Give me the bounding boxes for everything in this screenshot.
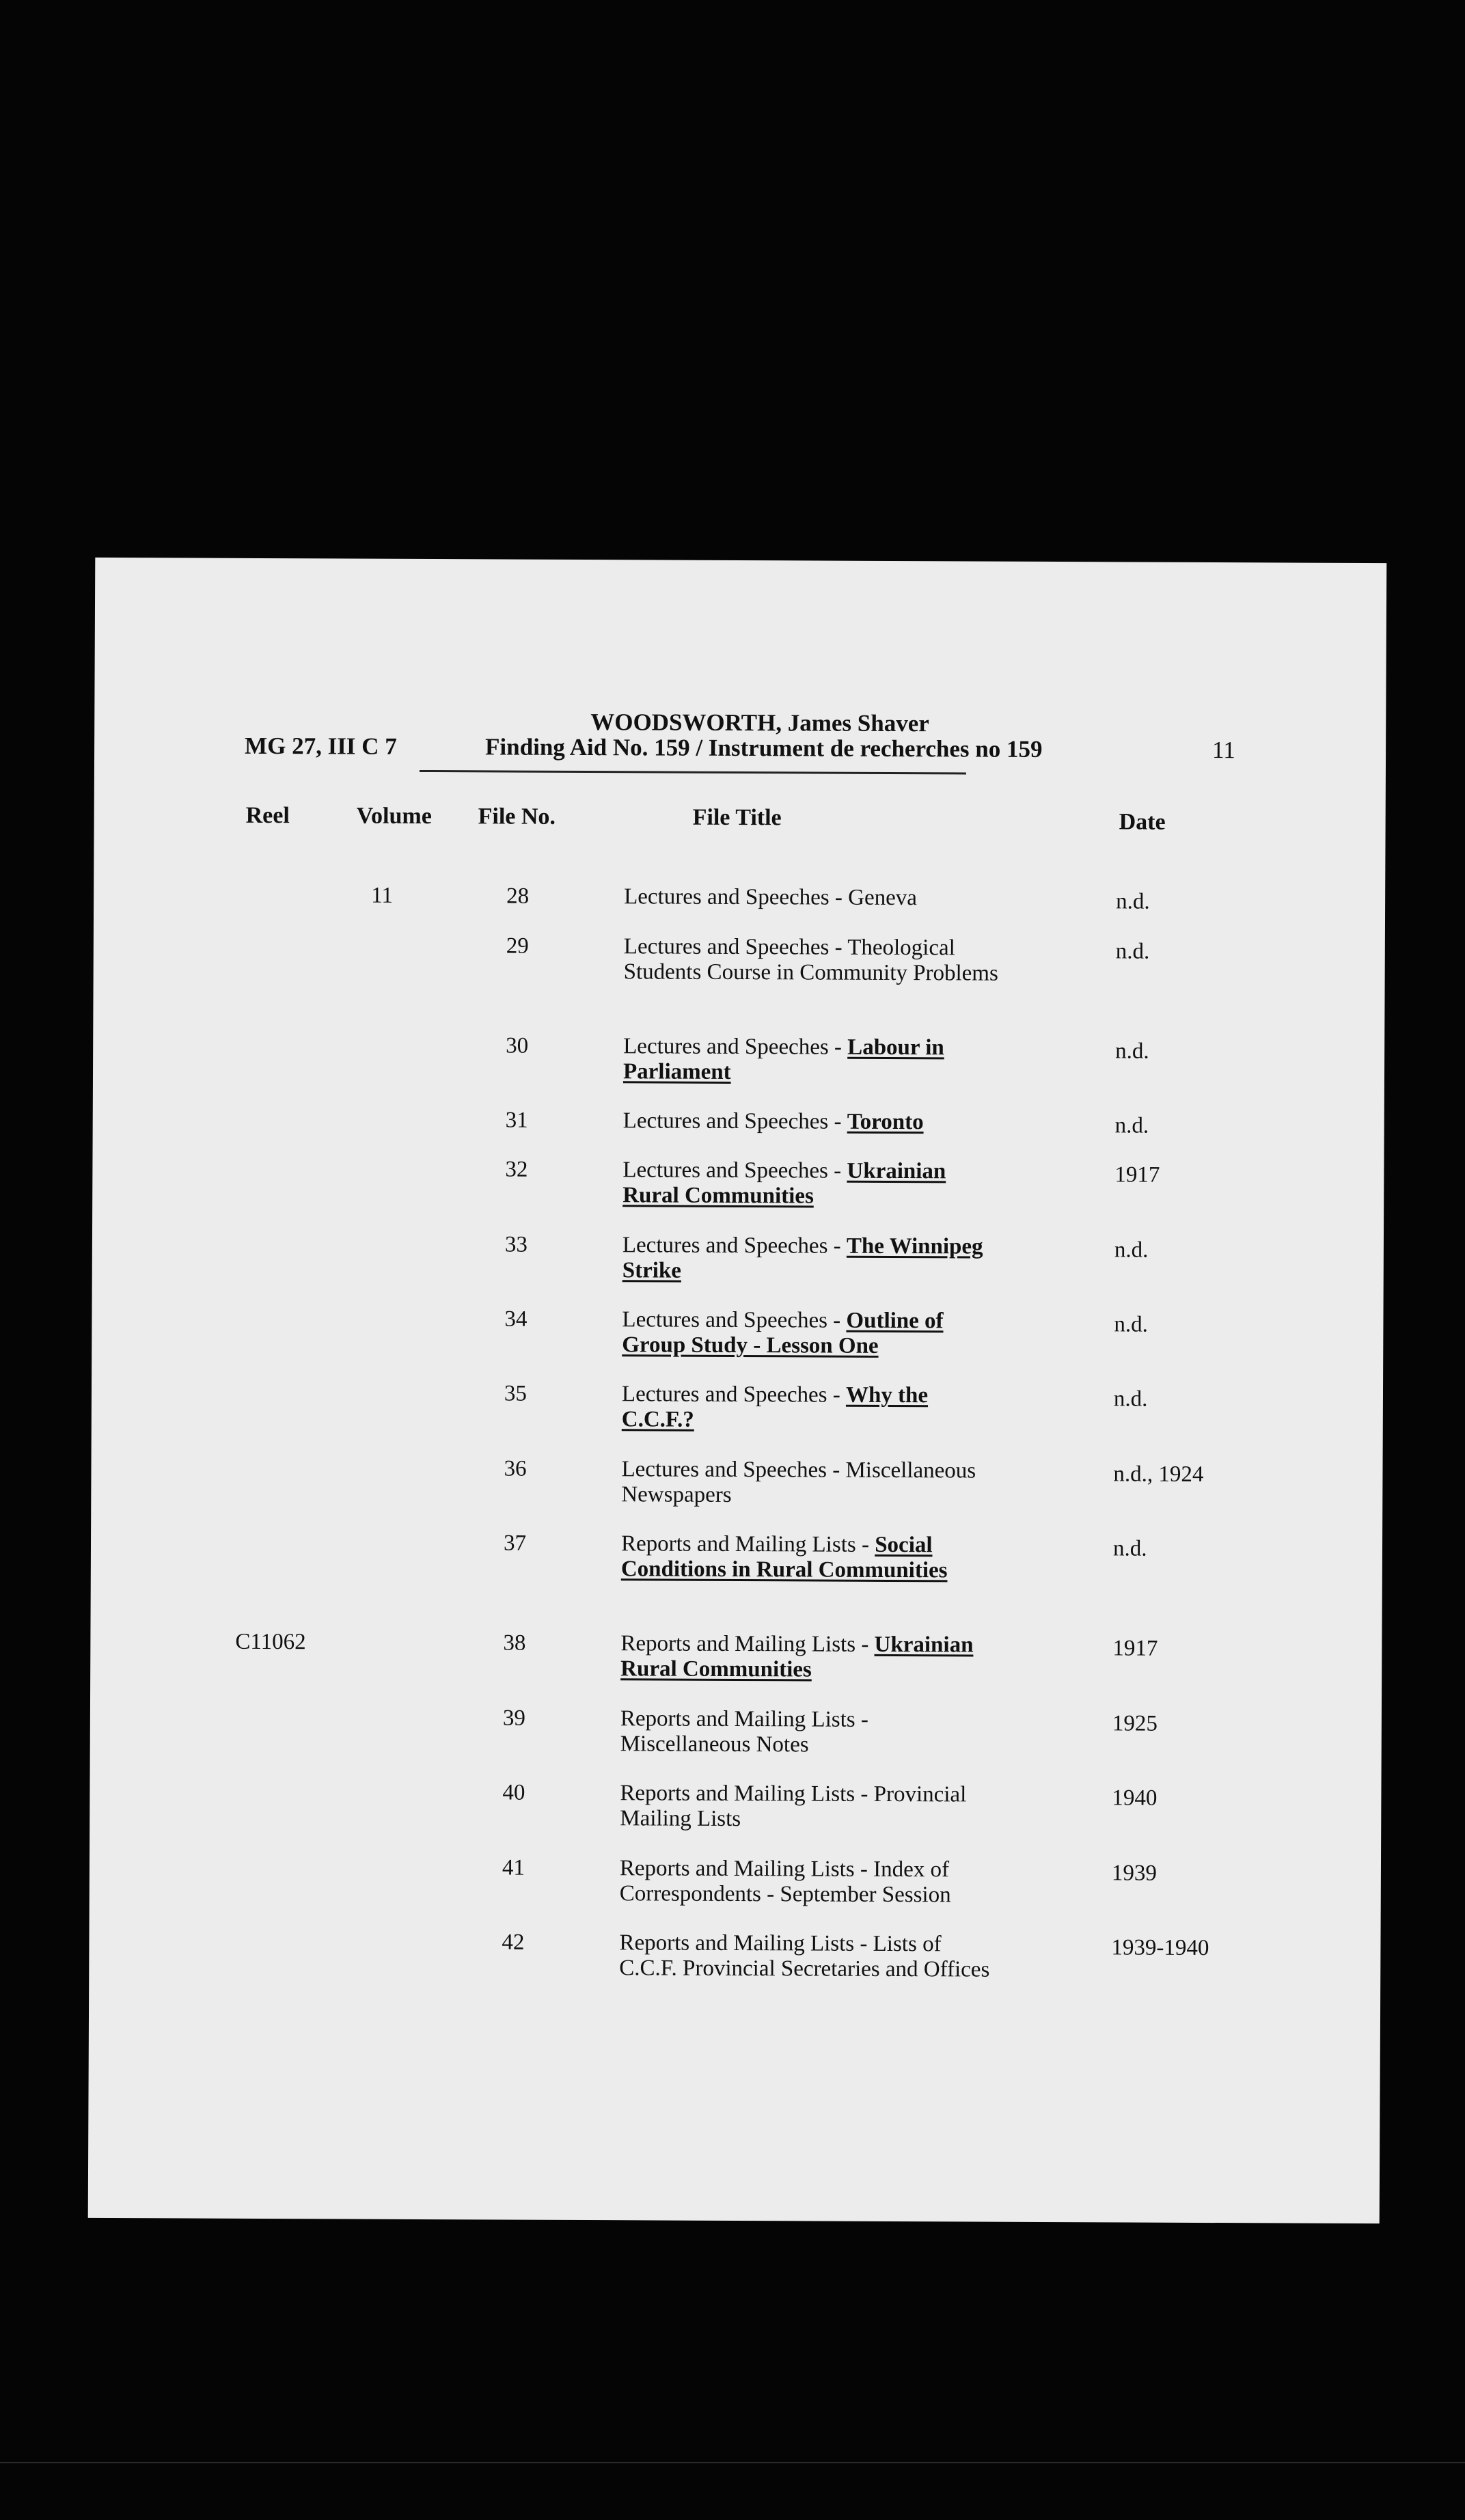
file-title-text: Lectures and Speeches -: [623, 1034, 848, 1060]
file-title-underlined-text: Toronto: [847, 1109, 924, 1135]
file-no-cell: 39: [502, 1706, 525, 1731]
file-no-cell: 33: [504, 1232, 528, 1257]
file-title-cell: [620, 1631, 1003, 1683]
date-cell: n.d.: [1116, 889, 1150, 914]
header-rule: [420, 770, 966, 774]
date-cell: 1939-1940: [1111, 1935, 1209, 1961]
file-title-cell: [622, 1158, 1005, 1209]
file-title-text: Lectures and Speeches -: [622, 1307, 847, 1333]
collection-reference: MG 27, III C 7: [245, 732, 397, 760]
file-title-cell: [622, 1233, 1005, 1285]
column-header-date: Date: [1119, 809, 1166, 835]
date-cell: 1939: [1111, 1861, 1158, 1886]
date-cell: n.d.: [1114, 1237, 1149, 1263]
file-no-cell: 30: [506, 1033, 529, 1058]
file-title-cell: [622, 1382, 1004, 1434]
file-no-cell: 40: [502, 1780, 525, 1805]
file-title-underlined-text: Ukrainian Rural Communities: [622, 1158, 946, 1209]
date-cell: n.d.: [1115, 1039, 1149, 1064]
date-cell: n.d.: [1114, 1312, 1149, 1337]
file-title-text: Lectures and Speeches -: [621, 1382, 847, 1408]
column-header-volume: Volume: [356, 803, 432, 830]
file-title-text: Lectures and Speeches - Geneva: [624, 884, 918, 911]
date-cell: 1917: [1112, 1636, 1158, 1661]
file-title-cell: [621, 1531, 1004, 1583]
file-no-cell: 35: [504, 1381, 528, 1406]
file-title-cell: [623, 1108, 1006, 1135]
file-title-text: Lectures and Speeches - Miscellaneous Newspapers: [621, 1457, 976, 1507]
column-header-reel: Reel: [245, 802, 290, 829]
file-title-text: Reports and Mailing Lists - Provincial Mailing Lists: [620, 1781, 967, 1832]
file-no-cell: 41: [502, 1855, 525, 1880]
page-number: 11: [1212, 737, 1235, 764]
file-title-underlined-text: Why the C.C.F.?: [621, 1382, 929, 1432]
file-title-cell: [624, 884, 1007, 911]
file-title-text: Reports and Mailing Lists -: [620, 1631, 875, 1657]
file-title-cell: [619, 1930, 1002, 1982]
file-no-cell: 36: [504, 1456, 527, 1481]
file-title-text: Reports and Mailing Lists - Miscellaneous Notes: [620, 1706, 868, 1757]
scan-edge-line: [0, 2462, 1465, 2463]
file-title-underlined-text: Outline of Group Study - Lesson One: [622, 1308, 944, 1358]
document-page: [88, 558, 1387, 2223]
file-title-text: Reports and Mailing Lists - Index of Correspondents - September Session: [619, 1856, 951, 1908]
file-no-cell: 37: [503, 1531, 527, 1556]
date-cell: 1917: [1114, 1162, 1160, 1188]
file-no-cell: 31: [505, 1108, 528, 1133]
fonds-name: WOODSWORTH, James Shaver: [590, 709, 929, 737]
date-cell: n.d.: [1114, 1113, 1149, 1138]
file-title-text: Lectures and Speeches - Theological Students Course in Community Problems: [623, 934, 998, 986]
file-title-cell: [622, 1307, 1004, 1359]
file-no-cell: 28: [506, 884, 530, 909]
file-title-cell: [624, 934, 1007, 986]
file-title-cell: [623, 1034, 1006, 1086]
file-no-cell: 29: [506, 933, 529, 959]
file-title-text: Lectures and Speeches -: [622, 1108, 847, 1134]
volume-cell: 11: [371, 883, 394, 908]
date-cell: n.d.: [1113, 1386, 1148, 1412]
date-cell: 1925: [1112, 1711, 1158, 1736]
column-header-file-no: File No.: [478, 804, 556, 830]
finding-aid-title: Finding Aid No. 159 / Instrument de recherches no 159: [485, 733, 1043, 763]
date-cell: n.d.: [1112, 1536, 1147, 1561]
file-title-cell: [620, 1856, 1002, 1908]
file-no-cell: 38: [503, 1630, 526, 1656]
file-title-cell: [620, 1706, 1003, 1758]
reel-cell: C11062: [235, 1629, 306, 1655]
file-title-cell: [621, 1457, 1004, 1509]
date-cell: 1940: [1112, 1785, 1158, 1811]
file-title-underlined-text: Social Conditions in Rural Communities: [620, 1532, 948, 1583]
date-cell: n.d., 1924: [1113, 1462, 1204, 1487]
date-cell: n.d.: [1115, 939, 1150, 964]
file-title-text: Lectures and Speeches -: [622, 1158, 847, 1183]
file-title-text: Reports and Mailing Lists - Lists of C.C.F. Provincial Secretaries and Offices: [619, 1930, 990, 1982]
file-title-underlined-text: The Winnipeg Strike: [622, 1233, 983, 1283]
file-title-text: Reports and Mailing Lists -: [620, 1531, 875, 1557]
file-no-cell: 42: [502, 1930, 525, 1955]
file-no-cell: 34: [504, 1306, 528, 1332]
file-title-underlined-text: Labour in Parliament: [622, 1035, 944, 1084]
column-header-file-title: File Title: [692, 804, 782, 831]
file-title-cell: [620, 1781, 1002, 1833]
file-title-underlined-text: Ukrainian Rural Communities: [620, 1632, 974, 1682]
file-no-cell: 32: [505, 1157, 528, 1182]
file-title-text: Lectures and Speeches -: [622, 1233, 847, 1259]
